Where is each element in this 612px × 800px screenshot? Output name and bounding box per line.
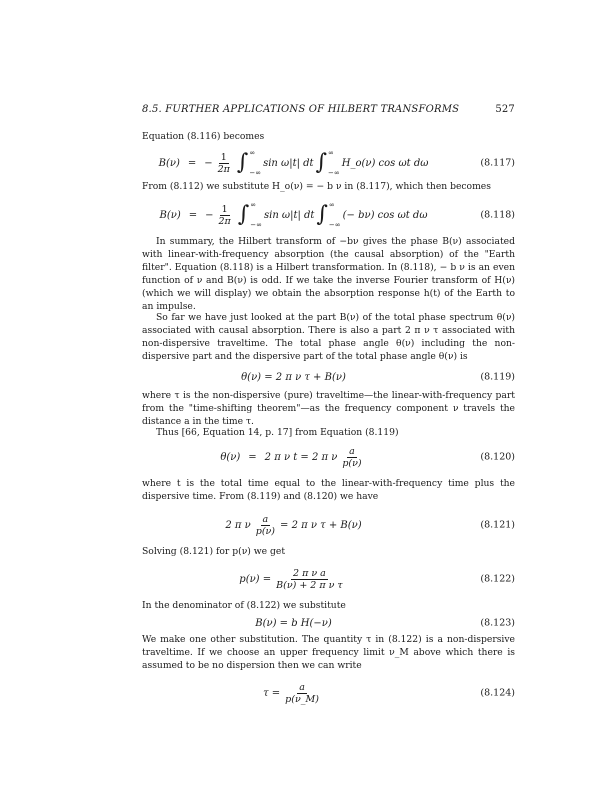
eq123-body: B(ν) = b H(−ν) [255, 617, 332, 629]
eq118-int1-upper: ∞ [250, 201, 257, 209]
eq117-int1-upper: ∞ [249, 149, 256, 157]
eq121-fraction [254, 514, 277, 537]
eq117-lhs: B(ν) [158, 157, 180, 169]
eq118-integral-2 [316, 201, 340, 229]
equation-8-117-body [142, 143, 445, 183]
eq118-int2-upper: ∞ [328, 201, 335, 209]
eq117-rel: = [187, 157, 197, 169]
eq117-int2-upper: ∞ [328, 149, 334, 157]
eq120-frac-den: p(ν) [342, 457, 362, 469]
equation-number: (8.124) [480, 687, 515, 699]
eq118-rel: = [188, 209, 198, 221]
integral-sign-icon: ∫ [315, 150, 328, 175]
eq117-coef-den: 2π [217, 163, 230, 175]
eq117-int2-body: H_o(ν) cos ωt dω [341, 157, 429, 169]
eq118-coef-num: 1 [221, 203, 228, 215]
paragraph-7: where t is the total time equal to the linear-with-frequency time plus the dispersive time. From (8.119) and (8.120) we have [142, 478, 515, 502]
eq120-rel: = [248, 451, 257, 463]
eq120-mid: 2 π ν t = 2 π ν [264, 451, 338, 463]
eq117-int1-body: sin ω|t| dt [263, 157, 314, 169]
eq118-integral-1 [238, 201, 262, 229]
eq124-frac-den: p(ν_M) [285, 693, 319, 705]
equation-8-119 [142, 366, 515, 388]
eq118-int2-lower: −∞ [328, 221, 341, 229]
equation-8-121-body [142, 508, 445, 542]
equation-8-121 [142, 508, 515, 542]
equation-8-120 [142, 439, 515, 475]
integral-sign-icon: ∫ [316, 202, 328, 227]
eq122-frac-den: B(ν) + 2 π ν τ [276, 579, 343, 591]
equation-8-124-body [142, 675, 445, 711]
eq119-body: θ(ν) = 2 π ν τ + B(ν) [241, 371, 346, 383]
equation-number: (8.123) [480, 617, 515, 629]
eq121-frac-num: a [262, 513, 269, 525]
paragraph-8: Solving (8.121) for p(ν) we get [142, 546, 286, 557]
eq117-int1-lower: −∞ [249, 169, 262, 177]
eq122-frac-num: 2 π ν a [293, 567, 326, 579]
paragraph-1: Equation (8.116) becomes [142, 131, 265, 142]
equation-8-124 [142, 675, 515, 711]
eq121-frac-den: p(ν) [255, 525, 276, 537]
eq117-minus: − [204, 157, 213, 169]
equation-number: (8.118) [480, 209, 515, 221]
equation-8-122-body [142, 560, 445, 598]
integral-sign-icon: ∫ [236, 150, 249, 175]
integral-sign-icon: ∫ [237, 202, 250, 227]
eq118-int2-body: (− bν) cos ωt dω [342, 209, 428, 221]
eq120-fraction [340, 446, 363, 469]
equation-number: (8.117) [480, 157, 515, 169]
eq118-lhs: B(ν) [159, 209, 181, 221]
equation-8-118-body [142, 195, 445, 235]
eq124-frac-num: a [299, 681, 305, 693]
eq117-coefficient [216, 152, 232, 175]
paragraph-4: So far we have just looked at the part B(ν) of the total phase spectrum θ(ν) associated with causal absorption. There is also a part 2 π ν τ associated with non-dispersive traveltime. The total phase angle θ(ν) including the non-dispersive part and the dispersive part of the total phase angle θ(ν) is [142, 312, 515, 362]
equation-8-118 [142, 195, 515, 235]
eq118-int1-lower: −∞ [250, 221, 262, 229]
eq118-int1-body: sin ω|t| dt [263, 209, 315, 221]
equation-8-123 [142, 612, 515, 634]
eq121-left: 2 π ν [225, 519, 251, 531]
equation-number: (8.121) [480, 519, 515, 531]
equation-number: (8.120) [480, 451, 515, 463]
running-header [142, 104, 515, 115]
page-number: 527 [495, 104, 515, 115]
eq121-right: = 2 π ν τ + B(ν) [280, 519, 362, 531]
eq118-coef-den: 2π [218, 215, 231, 227]
eq118-coefficient [217, 204, 233, 227]
eq122-lhs: p(ν) = [239, 573, 272, 585]
eq124-lhs: τ = [263, 687, 281, 699]
equation-8-122 [142, 560, 515, 598]
paragraph-10: We make one other substitution. The quantity τ in (8.122) is a non-dispersive traveltime. If we choose an upper frequency limit ν_M above which there is assumed to be no dispersion then we can write [142, 634, 515, 671]
equation-8-117 [142, 143, 515, 183]
paragraph-3: In summary, the Hilbert transform of −bν gives the phase B(ν) associated with linear-with-frequency absorption (the causal absorption) of the "Earth filter". Equation (8.118) is a Hilbert transformation. In (8.118), − b ν is an even function of ν and B(ν) is odd. If we take the inverse Fourier transform of H(ν) (which we will display) we obtain the absorption response h(t) of the Earth to an impulse. [142, 236, 515, 312]
eq122-fraction [274, 568, 345, 591]
eq124-fraction [283, 682, 321, 705]
section-title: 8.5. FURTHER APPLICATIONS OF HILBERT TRANSFORMS [142, 104, 460, 115]
equation-number: (8.122) [480, 573, 515, 585]
eq118-minus: − [205, 209, 214, 221]
equation-number: (8.119) [480, 371, 515, 383]
equation-8-120-body [142, 439, 445, 475]
paragraph-2: From (8.112) we substitute H_o(ν) = − b ν in (8.117), which then becomes [142, 181, 491, 192]
paragraph-5: where τ is the non-dispersive (pure) traveltime—the linear-with-frequency part from the "time-shifting theorem"—as the frequency component ν travels the distance a in the time τ. [142, 390, 515, 427]
paragraph-6: Thus [66, Equation 14, p. 17] from Equation (8.119) [156, 427, 399, 438]
eq117-coef-num: 1 [220, 151, 227, 163]
eq120-frac-num: a [349, 445, 355, 457]
eq117-int2-lower: −∞ [328, 169, 340, 177]
eq117-integral-2 [316, 149, 340, 177]
paragraph-9: In the denominator of (8.122) we substitute [142, 600, 346, 611]
eq117-integral-1 [237, 149, 261, 177]
eq120-lhs: θ(ν) [220, 451, 241, 463]
